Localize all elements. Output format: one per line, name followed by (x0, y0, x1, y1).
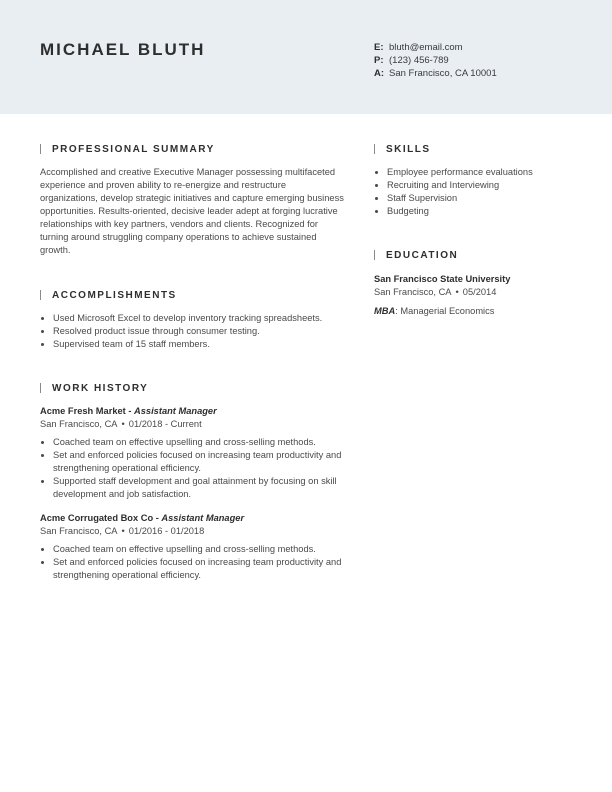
list-item: Budgeting (374, 205, 574, 218)
education-heading (374, 249, 574, 261)
heading-bar (374, 144, 375, 154)
heading-bar (40, 144, 41, 154)
job-company: Acme Corrugated Box Co (40, 513, 154, 523)
job-title-line (40, 512, 345, 525)
contact-address: San Francisco, CA 10001 (389, 68, 497, 79)
contact-email-row (374, 41, 497, 54)
job-entry (40, 405, 345, 501)
skills-heading (374, 143, 574, 155)
job-title-line (40, 405, 345, 418)
job-meta (40, 418, 345, 431)
list-item: Recruiting and Interviewing (374, 179, 574, 192)
list-item: Employee performance evaluations (374, 166, 574, 179)
list-item: Resolved product issue through consumer testing. (40, 325, 345, 338)
contact-email[interactable]: bluth@email.com (389, 42, 463, 53)
skills-title: SKILLS (386, 143, 431, 155)
list-item: Staff Supervision (374, 192, 574, 205)
job-role: Assistant Manager (161, 513, 245, 523)
bullet-separator: • (121, 419, 125, 429)
summary-heading (40, 143, 345, 155)
job-separator: - (125, 406, 135, 416)
left-column (40, 143, 345, 582)
summary-text: Accomplished and creative Executive Manager possessing multifaceted experience and proven ability to re-energize and restructure organizations, develop strategic initiatives and capture emerging business opportunities. Results-oriented, decisive leader adept at forging lucrative relationships with key partners, vendors and clients. Recognized for turning around struggling company operations to achieve sustained growth. (40, 167, 344, 255)
education-date: 05/2014 (462, 287, 497, 297)
bullet-separator: • (121, 526, 125, 536)
education-school: San Francisco State University (374, 274, 511, 284)
job-meta (40, 525, 345, 538)
job-role: Assistant Manager (134, 406, 217, 416)
education-degree: MBA (374, 306, 396, 316)
education-section (374, 249, 574, 318)
contact-email-label: E: (374, 42, 384, 53)
skills-section (374, 143, 574, 218)
bullet-separator: • (455, 287, 459, 297)
resume-header (0, 0, 612, 114)
list-item: Set and enforced policies focused on increasing team productivity and strengthening operational efficiency. (40, 449, 345, 475)
heading-bar (40, 383, 41, 393)
education-field: Managerial Economics (400, 306, 495, 316)
education-entry (374, 273, 574, 318)
accomplishments-title: ACCOMPLISHMENTS (52, 289, 177, 301)
contact-phone[interactable]: (123) 456-789 (389, 55, 449, 66)
education-location: San Francisco, CA (374, 287, 452, 297)
list-item: Supported staff development and goal attainment by focusing on skill development and job satisfaction. (40, 475, 345, 501)
heading-bar (374, 250, 375, 260)
accomplishments-section (40, 289, 345, 351)
job-duties-list (40, 436, 345, 501)
job-location: San Francisco, CA (40, 419, 118, 429)
accomplishments-list (40, 312, 345, 351)
job-location: San Francisco, CA (40, 526, 118, 536)
job-dates: 01/2016 - 01/2018 (128, 526, 205, 536)
list-item: Coached team on effective upselling and cross-selling methods. (40, 436, 345, 449)
contact-info (374, 41, 497, 80)
job-duties-list (40, 543, 345, 582)
job-entry (40, 512, 345, 582)
skills-list (374, 166, 574, 218)
job-separator: - (153, 513, 162, 523)
summary-title: PROFESSIONAL SUMMARY (52, 143, 215, 155)
education-title: EDUCATION (386, 249, 459, 261)
list-item: Supervised team of 15 staff members. (40, 338, 345, 351)
work-history-title: WORK HISTORY (52, 382, 149, 394)
heading-bar (40, 290, 41, 300)
degree-separator: : (395, 306, 398, 316)
education-meta (374, 286, 574, 299)
accomplishments-heading (40, 289, 345, 301)
list-item: Used Microsoft Excel to develop inventory tracking spreadsheets. (40, 312, 345, 325)
work-history-section (40, 382, 345, 582)
work-history-heading (40, 382, 345, 394)
job-company: Acme Fresh Market (40, 406, 126, 416)
contact-phone-label: P: (374, 55, 384, 66)
candidate-name: MICHAEL BLUTH (40, 40, 206, 59)
contact-address-row (374, 67, 497, 80)
contact-address-label: A: (374, 68, 385, 79)
right-column (374, 143, 574, 318)
education-degree-line (374, 305, 574, 318)
list-item: Set and enforced policies focused on increasing team productivity and strengthening operational efficiency. (40, 556, 345, 582)
summary-section (40, 143, 345, 257)
contact-phone-row (374, 54, 497, 67)
job-dates: 01/2018 - Current (128, 419, 202, 429)
list-item: Coached team on effective upselling and cross-selling methods. (40, 543, 345, 556)
